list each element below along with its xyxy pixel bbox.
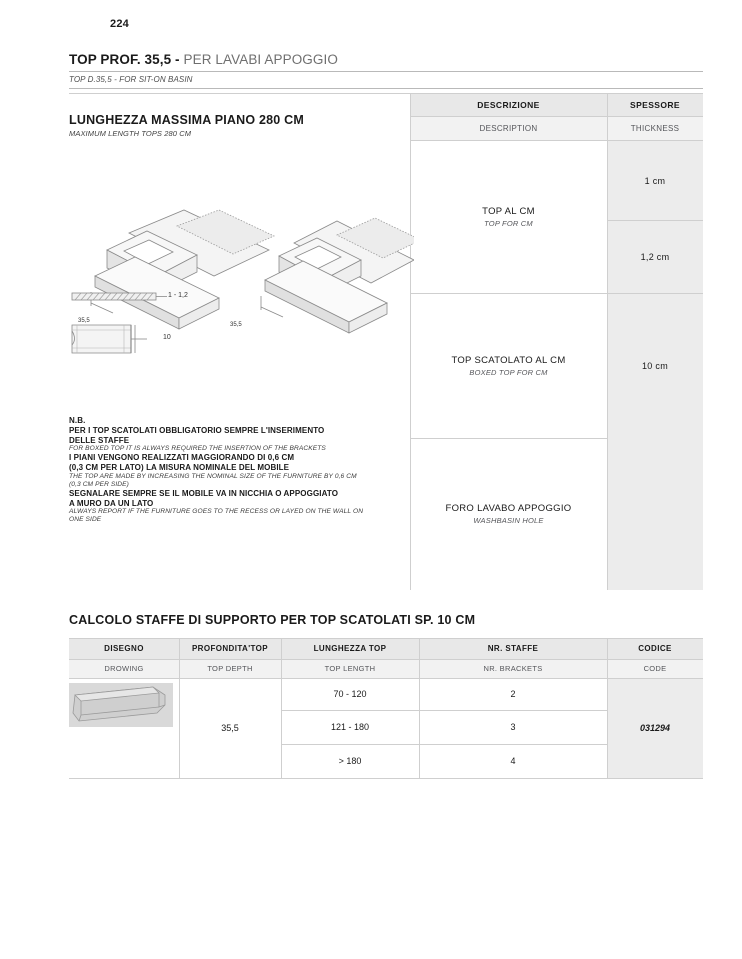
spec-description-foro-lavabo: FORO LAVABO APPOGGIO WASHBASIN HOLE xyxy=(445,503,572,525)
calc-rule-bottom xyxy=(69,778,703,779)
notes-block xyxy=(69,416,419,524)
spec-heading: LUNGHEZZA MASSIMA PIANO 280 CM MAXIMUM LENGTH TOPS 280 CM xyxy=(69,113,304,138)
spec-col-header-descrizione: DESCRIZIONE xyxy=(410,93,607,117)
note-line-0: PER I TOP SCATOLATI OBBLIGATORIO SEMPRE L'INSERIMENTO xyxy=(69,425,325,435)
dimension-label-depth-left: 35,5 xyxy=(78,318,90,324)
spec-col-header-spessore: SPESSORE xyxy=(607,93,703,117)
calc-subheader-top-depth: TOP DEPTH xyxy=(179,659,281,678)
calc-section-title: CALCOLO STAFFE DI SUPPORTO PER TOP SCATOLATI SP. 10 CM xyxy=(69,613,476,627)
note-line-1: DELLE STAFFE xyxy=(69,435,130,445)
spec-top-rule xyxy=(69,93,703,94)
bracket-calc-table xyxy=(69,638,703,778)
calc-length-row-2: > 180 xyxy=(338,756,362,766)
spec-description-top-scatolato: TOP SCATOLATO AL CM BOXED TOP FOR CM xyxy=(451,354,566,377)
page-title-bold: TOP PROF. 35,5 - xyxy=(69,52,180,67)
calc-subheader-code: CODE xyxy=(607,659,703,678)
subtitle-divider xyxy=(69,88,703,89)
calc-brackets-row-1: 3 xyxy=(510,722,516,732)
calc-length-row-1: 121 - 180 xyxy=(330,722,370,732)
bracket-photo xyxy=(69,683,173,727)
spec-table xyxy=(69,93,703,590)
title-divider xyxy=(69,71,703,72)
spec-col-subheader-description: DESCRIPTION xyxy=(410,117,607,141)
calc-brackets-row-2: 4 xyxy=(510,756,516,766)
note-line-3: I PIANI VENGONO REALIZZATI MAGGIORANDO DI 0,6 CM xyxy=(69,453,295,463)
page-subtitle: TOP D.35,5 - FOR SIT-ON BASIN xyxy=(69,75,193,84)
spec-thickness-value-12cm: 1,2 cm xyxy=(640,251,670,262)
notes-title: N.B. xyxy=(69,416,86,425)
note-line-5: THE TOP ARE MADE BY INCREASING THE NOMINAL SIZE OF THE FURNITURE BY 0,6 CM xyxy=(69,472,357,480)
note-line-2: FOR BOXED TOP IT IS ALWAYS REQUIRED THE INSERTION OF THE BRACKETS xyxy=(69,445,326,453)
calc-header-codice: CODICE xyxy=(607,638,703,659)
dimension-label-thin: 1 - 1,2 xyxy=(168,292,188,299)
spec-col-subheader-thickness: THICKNESS xyxy=(607,117,703,141)
dimension-label-boxed: 10 xyxy=(163,334,171,341)
calc-header-disegno: DISEGNO xyxy=(69,638,179,659)
note-line-6: (0,3 CM PER SIDE) xyxy=(69,480,129,488)
page-title xyxy=(69,52,703,67)
calc-vline-4 xyxy=(607,638,608,778)
calc-depth-value: 35,5 xyxy=(221,723,239,733)
calc-header-lunghezza: LUNGHEZZA TOP xyxy=(281,638,419,659)
note-line-9: ALWAYS REPORT IF THE FURNITURE GOES TO THE RECESS OR LAYED ON THE WALL ON xyxy=(69,508,364,516)
spec-description-top-al-cm: TOP AL CM TOP FOR CM xyxy=(482,206,535,228)
dimension-label-depth-right: 35,5 xyxy=(230,322,242,328)
calc-subheader-nr-brackets: NR. BRACKETS xyxy=(419,659,607,678)
note-line-7: SEGNALARE SEMPRE SE IL MOBILE VA IN NICCHIA O APPOGGIATO xyxy=(69,488,339,498)
bracket-drawing-svg xyxy=(69,683,173,727)
calc-header-staffe: NR. STAFFE xyxy=(419,638,607,659)
calc-brackets-row-0: 2 xyxy=(510,689,516,699)
calc-subheader-top-length: TOP LENGTH xyxy=(281,659,419,678)
spec-thickness-value-10cm: 10 cm xyxy=(641,360,668,371)
section-drawing-svg xyxy=(69,289,414,369)
calc-length-row-0: 70 - 120 xyxy=(333,689,367,699)
note-line-10: ONE SIDE xyxy=(69,516,102,524)
page-number: 224 xyxy=(110,18,129,30)
calc-header-profondita: PROFONDITA'TOP xyxy=(179,638,281,659)
section-drawings xyxy=(69,289,414,369)
page-title-light: PER LAVABI APPOGGIO xyxy=(179,52,338,67)
calc-code-value: 031294 xyxy=(607,678,703,778)
page-header xyxy=(69,52,703,89)
spec-thickness-value-1cm: 1 cm xyxy=(644,175,666,186)
calc-subheader-drowing: DROWING xyxy=(69,659,179,678)
note-line-4: (0,3 CM PER LATO) LA MISURA NOMINALE DEL MOBILE xyxy=(69,463,290,473)
note-line-8: A MURO DA UN LATO xyxy=(69,498,154,508)
